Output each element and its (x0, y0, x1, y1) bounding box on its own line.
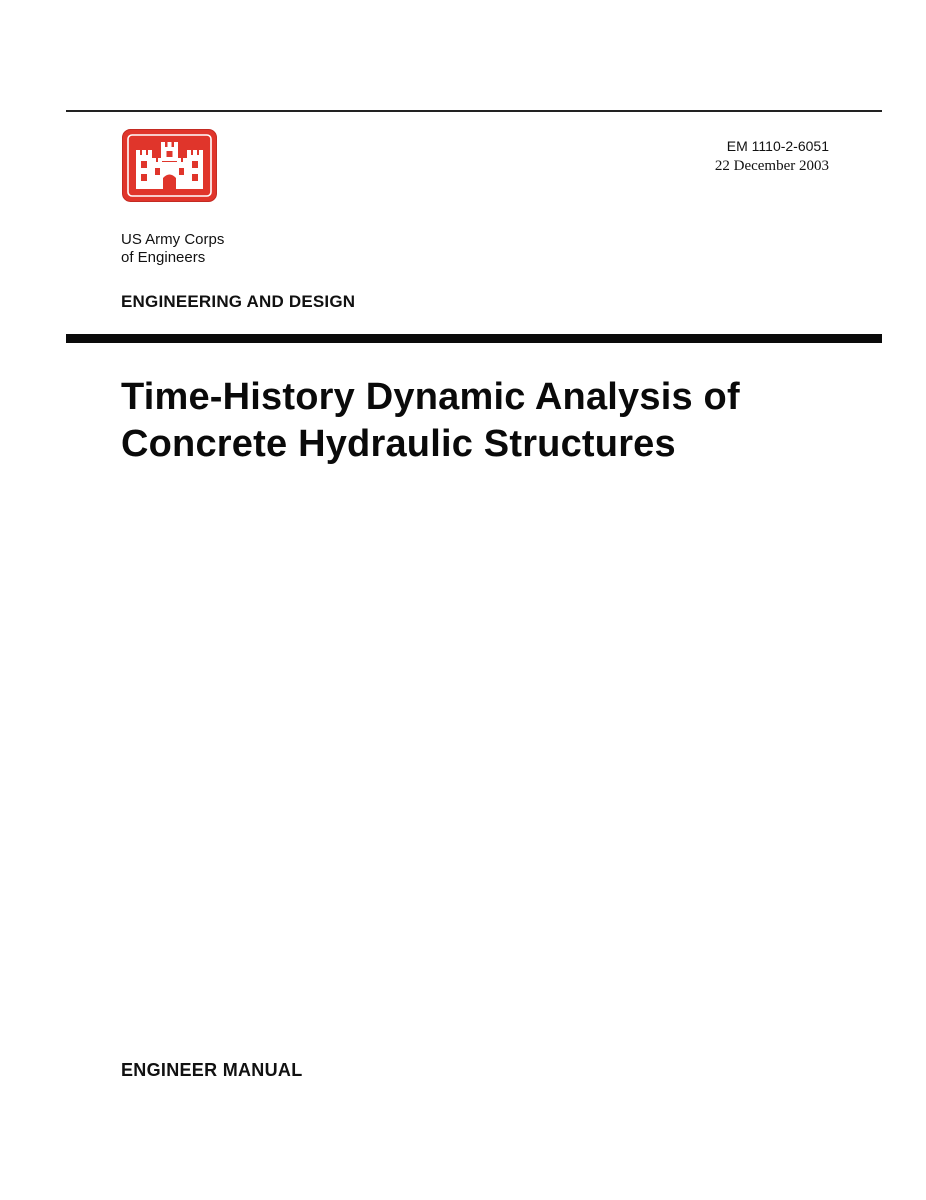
organization-line-2: of Engineers (121, 249, 206, 266)
thick-rule (66, 334, 882, 343)
title-line-1: Time-History Dynamic Analysis of (121, 376, 740, 418)
document-number: EM 1110-2-6051 (726, 138, 829, 154)
top-rule (66, 110, 882, 112)
title-line-2: Concrete Hydraulic Structures (121, 423, 676, 465)
organization-line-1: US Army Corps (121, 231, 225, 248)
castle-icon (121, 128, 218, 203)
manual-type-label: ENGINEER MANUAL (121, 1060, 303, 1080)
document-title (121, 374, 861, 468)
organization-name (121, 231, 224, 267)
document-meta (715, 136, 829, 176)
document-date: 22 December 2003 (714, 158, 829, 174)
category-heading: ENGINEERING AND DESIGN (121, 292, 356, 311)
